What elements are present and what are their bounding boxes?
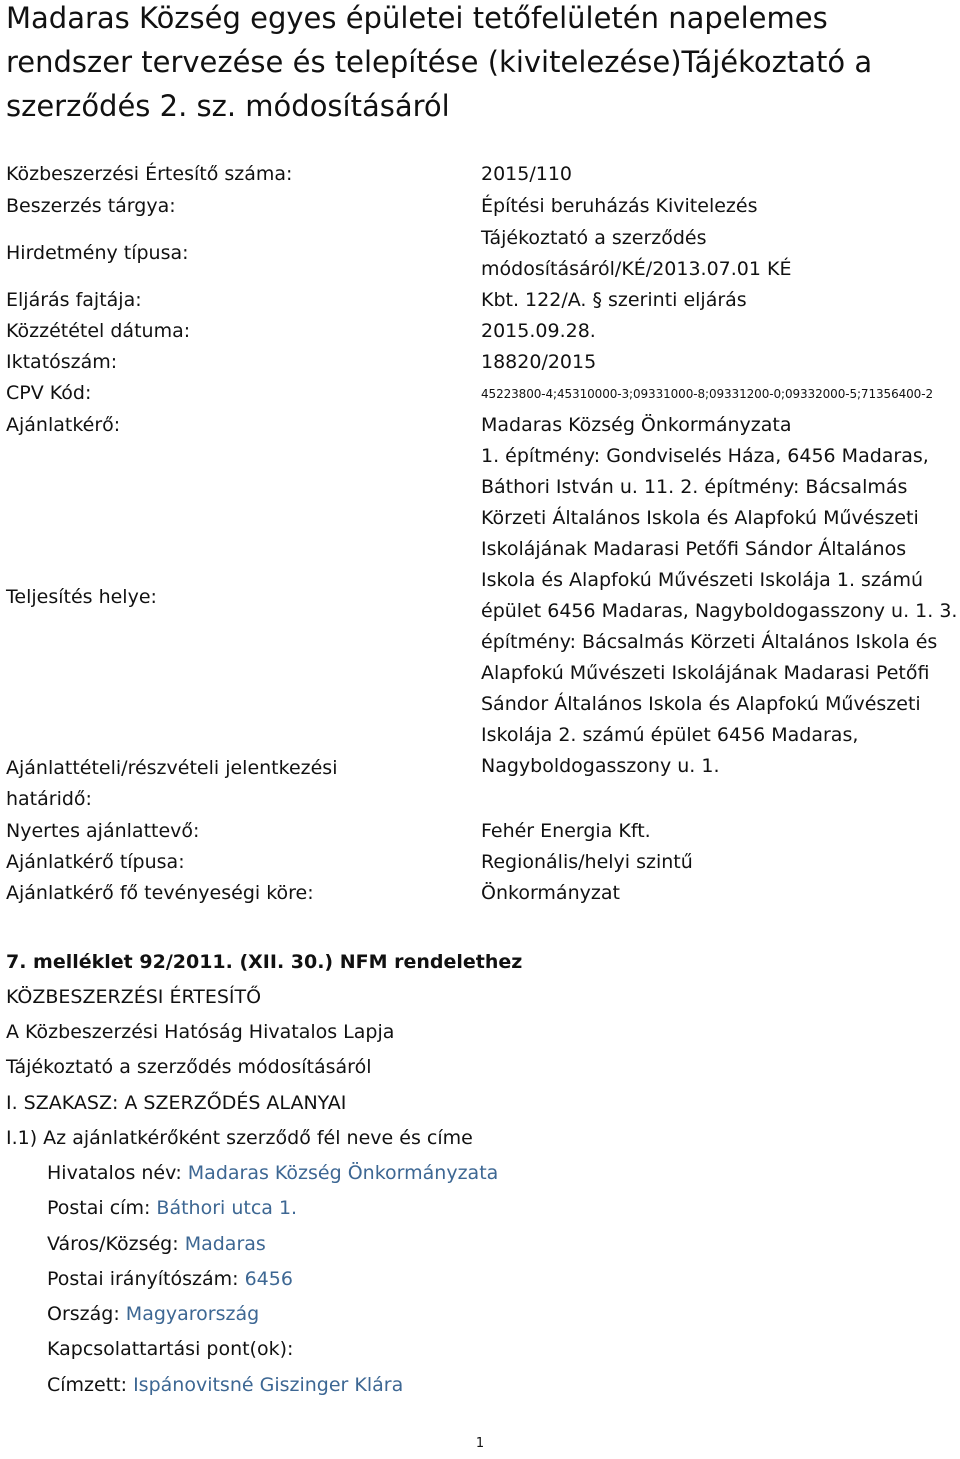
contact-item: [47, 1191, 297, 1226]
contact-key: Címzett:: [47, 1374, 128, 1396]
contact-value: Madaras: [184, 1233, 266, 1255]
contact-value: 6456: [244, 1268, 293, 1290]
value-ajanlatkero: Madaras Község Önkormányzata: [481, 414, 792, 436]
contact-value: Madaras Község Önkormányzata: [187, 1162, 499, 1184]
label-kozzetetel-datuma: Közzététel dátuma:: [6, 320, 191, 342]
value-cpv-kod: 45223800-4;45310000-3;09331000-8;09331200-0;09332000-5;71356400-2: [481, 387, 933, 401]
contact-item: [47, 1332, 293, 1367]
contact-value: Ispánovitsné Giszinger Klára: [133, 1374, 404, 1396]
contact-key: Város/Község:: [47, 1233, 179, 1255]
notice-title: Tájékoztató a szerződés módosításáról: [6, 1056, 372, 1078]
contact-item: [47, 1262, 293, 1297]
label-eljaras-fajtaja: Eljárás fajtája:: [6, 289, 142, 311]
label-tevekenysegi-kor: Ajánlatkérő fő tevényeségi köre:: [6, 882, 314, 904]
label-beszerzes-targya: Beszerzés tárgya:: [6, 195, 176, 217]
contact-key: Ország:: [47, 1303, 120, 1325]
value-teljesites-helye: 1. építmény: Gondviselés Háza, 6456 Madaras, Báthori István u. 11. 2. építmény: Bácsalmás Körzeti Általános Iskola és Alapfokú Művészeti Iskolájának Madarasi Petőfi Sándor Általános Iskola és Alapfokú Művészeti Iskolája 1. számú épület 6456 Madaras, Nagyboldogasszony u. 1. 3. építmény: Bácsalmás Körzeti Általános Iskola és Alapfokú Művészeti Iskolájának Madarasi Petőfi Sándor Általános Iskola és Alapfokú Művészeti Iskolája 2. számú épület 6456 Madaras, Nagyboldogasszony u. 1.: [481, 445, 958, 777]
label-nyertes-ajanlattevo: Nyertes ajánlattevő:: [6, 820, 200, 842]
page-title: Madaras Község egyes épületei tetőfelületén napelemes rendszer tervezése és telepítése (kivitelezése)Tájékoztató a szerződés 2. sz. módosításáról: [6, 1, 873, 123]
label-ajanlattetel-hatarido: Ajánlattételi/részvételi jelentkezési határidő:: [6, 757, 338, 810]
value-eljaras-fajtaja: Kbt. 122/A. § szerinti eljárás: [481, 289, 747, 311]
value-ajanlatkero-tipusa: Regionális/helyi szintű: [481, 851, 693, 873]
value-beszerzes-targya: Építési beruházás Kivitelezés: [481, 195, 758, 217]
gazette-name: KÖZBESZERZÉSI ÉRTESÍTŐ: [6, 986, 262, 1008]
value-hirdetmeny-tipusa: Tájékoztató a szerződés módosításáról/KÉ/2013.07.01 KÉ: [481, 227, 792, 280]
value-ertesito-szama: 2015/110: [481, 163, 573, 185]
contact-item: [47, 1368, 403, 1403]
label-cpv-kod: CPV Kód:: [6, 382, 92, 404]
authority-line: A Közbeszerzési Hatóság Hivatalos Lapja: [6, 1021, 395, 1043]
contact-item: [47, 1156, 498, 1191]
label-ertesito-szama: Közbeszerzési Értesítő száma:: [6, 163, 293, 185]
contact-key: Postai irányítószám:: [47, 1268, 239, 1290]
value-tevekenysegi-kor: Önkormányzat: [481, 882, 620, 904]
annex-line: 7. melléklet 92/2011. (XII. 30.) NFM rendelethez: [6, 951, 523, 973]
section-heading: I. SZAKASZ: A SZERZŐDÉS ALANYAI: [6, 1092, 347, 1114]
label-ajanlatkero: Ajánlatkérő:: [6, 414, 121, 436]
value-nyertes-ajanlattevo: Fehér Energia Kft.: [481, 820, 651, 842]
page-number: 1: [475, 1436, 485, 1451]
label-teljesites-helye: Teljesítés helye:: [6, 586, 157, 608]
label-hirdetmeny-tipusa: Hirdetmény típusa:: [6, 242, 189, 264]
label-iktatoszam: Iktatószám:: [6, 351, 118, 373]
contact-key: Postai cím:: [47, 1197, 151, 1219]
value-kozzetetel-datuma: 2015.09.28.: [481, 320, 596, 342]
contact-value: Magyarország: [125, 1303, 260, 1325]
contact-item: [47, 1297, 259, 1332]
contact-key: Kapcsolattartási pont(ok):: [47, 1338, 294, 1360]
contact-item: [47, 1227, 266, 1262]
subsection-heading: I.1) Az ajánlatkérőként szerződő fél neve és címe: [6, 1127, 473, 1149]
label-ajanlatkero-tipusa: Ajánlatkérő típusa:: [6, 851, 185, 873]
contact-value: Báthori utca 1.: [156, 1197, 298, 1219]
contact-key: Hivatalos név:: [47, 1162, 182, 1184]
value-iktatoszam: 18820/2015: [481, 351, 597, 373]
